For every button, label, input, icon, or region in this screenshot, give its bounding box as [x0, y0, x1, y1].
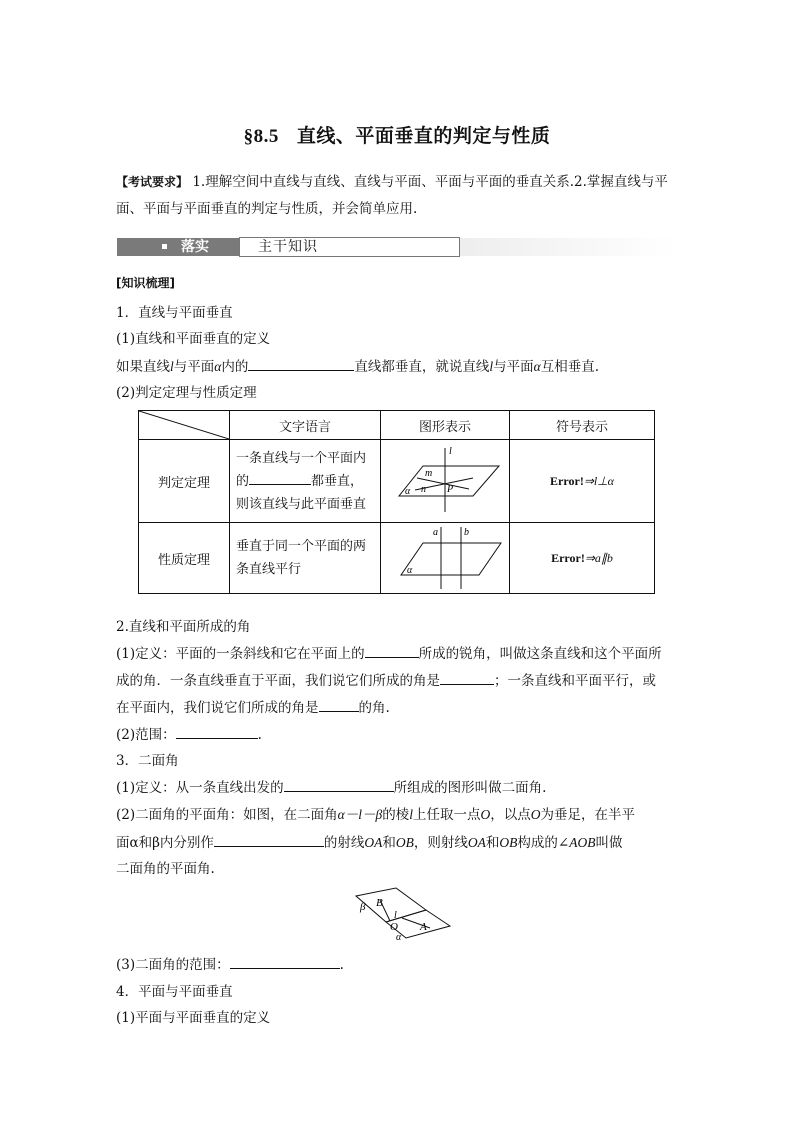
theorem-table	[138, 410, 655, 594]
page-title	[0, 121, 794, 148]
knowledge-tag: [知识梳理]	[116, 276, 175, 290]
table-row	[139, 523, 655, 594]
table-corner-cell	[139, 411, 230, 440]
text: 的角.	[358, 700, 390, 716]
label-l: l	[394, 910, 397, 921]
text: 所组成的图形叫做二面角.	[393, 780, 547, 796]
text: 和	[382, 835, 396, 851]
s4-def-title: (1)平面与平面垂直的定义	[116, 1010, 271, 1026]
text: 的棱	[382, 807, 410, 823]
text: ，以点	[490, 807, 531, 823]
s3-range	[116, 954, 344, 975]
text: 如果直线	[116, 359, 170, 375]
text: 构成的∠	[517, 835, 570, 851]
label-alpha: α	[396, 932, 402, 943]
s2-line-1	[116, 643, 662, 664]
text: 都垂直，	[311, 473, 364, 489]
error-text: Error!	[550, 473, 584, 488]
row-symbol	[510, 440, 655, 523]
fill-blank	[214, 832, 324, 847]
var-O: O	[530, 807, 541, 822]
exam-text-1: 1.理解空间中直线与直线、直线与平面、平面与平面的垂直关系.2.掌握直线与平	[192, 174, 668, 190]
var: AOB	[569, 835, 596, 850]
text: 内的	[221, 359, 249, 375]
text: 则该直线与此平面垂直	[236, 496, 367, 512]
row-name: 判定定理	[139, 440, 230, 523]
text: 一条直线与一个平面内	[236, 450, 367, 466]
fill-blank	[176, 724, 258, 739]
label-alpha: α	[405, 486, 411, 497]
text: 上任取一点	[412, 807, 481, 823]
text: 和	[485, 835, 500, 851]
var: OB	[395, 835, 414, 850]
s1-def-title: (1)直线和平面垂直的定义	[116, 331, 271, 347]
banner-dark-label: 落实	[181, 239, 209, 255]
s4-heading: 4．平面与平面垂直	[116, 984, 233, 1000]
row-figure	[381, 440, 510, 523]
row-text	[230, 440, 381, 523]
text: 的	[236, 473, 250, 489]
error-text: Error!	[551, 550, 585, 565]
symbol-expression: ⇒l⊥α	[583, 473, 614, 488]
s3-line-4: 二面角的平面角.	[116, 861, 215, 877]
label-P: P	[447, 484, 454, 495]
label-O: O	[390, 921, 398, 933]
fill-blank	[230, 954, 340, 969]
symbol-expression: ⇒a∥b	[584, 550, 613, 565]
var-l: l	[489, 359, 494, 374]
header-symbol: 符号表示	[510, 411, 655, 440]
row-symbol	[510, 523, 655, 594]
banner-light-label: 主干知识	[258, 239, 318, 255]
line-perpendicular-plane-figure	[381, 440, 509, 522]
text: 在平面内，我们说它们所成的角是	[116, 700, 319, 716]
text: (2)二面角的平面角：如图，在二面角	[116, 807, 338, 823]
label-l: l	[449, 446, 452, 457]
fill-blank	[319, 697, 359, 712]
banner-light-block	[239, 237, 460, 257]
diagonal-line	[139, 411, 229, 439]
s2-range	[116, 724, 262, 745]
label-B: B	[376, 897, 383, 909]
fill-blank	[365, 643, 419, 658]
text: ；一条直线和平面平行，或	[494, 673, 656, 689]
text: 垂直于同一个平面的两	[236, 539, 367, 554]
var-O: O	[480, 807, 491, 822]
fill-blank	[284, 777, 394, 792]
var-alpha: α	[214, 359, 222, 374]
fill-blank	[248, 356, 354, 371]
text: ，则射线	[413, 835, 468, 851]
section-banner	[117, 236, 677, 258]
s3-line-2	[116, 805, 635, 825]
label-a: a	[433, 527, 438, 538]
label-b: b	[464, 527, 469, 538]
label-n: n	[421, 484, 426, 495]
expr: α－l－β	[337, 807, 383, 822]
var-l: l	[170, 359, 174, 374]
row-name: 性质定理	[139, 523, 230, 594]
text: (1)定义：平面的一条斜线和它在平面上的	[116, 646, 365, 662]
text: 直线都垂直，就说直线	[354, 359, 490, 375]
s3-heading: 3．二面角	[116, 753, 179, 769]
text: .	[339, 957, 344, 973]
exam-requirements-line-2: 面、平面与平面垂直的判定与性质，并会简单应用.	[116, 201, 418, 217]
text: 条直线平行	[236, 562, 302, 577]
s2-line-2	[116, 670, 656, 691]
var: OB	[499, 835, 518, 850]
bullet-square-icon	[162, 244, 167, 249]
label-alpha: α	[407, 565, 413, 576]
header-text-lang: 文字语言	[230, 411, 381, 440]
var: OA	[364, 835, 383, 850]
text: 成的角．一条直线垂直于平面，我们说它们所成的角是	[116, 673, 440, 689]
parallel-lines-plane-figure	[381, 523, 509, 593]
row-figure	[381, 523, 510, 594]
s2-heading: 2.直线和平面所成的角	[116, 619, 251, 635]
label-m: m	[425, 468, 433, 479]
text: 的射线	[323, 835, 365, 851]
table-row	[139, 440, 655, 523]
row-text	[230, 523, 381, 594]
text: 面α和β内分别作	[116, 835, 214, 851]
text: 叫做	[595, 835, 623, 851]
header-figure: 图形表示	[381, 411, 510, 440]
s3-line-3	[116, 832, 622, 853]
s1-heading: 1．直线与平面垂直	[116, 305, 233, 321]
s3-line-1	[116, 777, 546, 798]
text: 互相垂直.	[540, 359, 600, 375]
section-title: 直线、平面垂直的判定与性质	[296, 125, 551, 147]
dihedral-angle-figure	[346, 886, 458, 946]
fill-blank	[440, 670, 494, 685]
var-alpha: α	[533, 359, 541, 374]
var-l: l	[409, 807, 413, 822]
exam-tag: 【考试要求】	[116, 175, 189, 189]
s1-definition	[116, 356, 599, 377]
text: (3)二面角的范围：	[116, 957, 230, 973]
section-number: §8.5	[243, 126, 279, 147]
banner-dark-block	[117, 238, 239, 256]
text: 为垂足，在半平	[540, 807, 635, 823]
text: (1)定义：从一条直线出发的	[116, 780, 284, 796]
text: 所成的锐角，叫做这条直线和这个平面所	[418, 646, 662, 662]
text: (2)范围：	[116, 727, 176, 743]
text: 与平面	[493, 359, 534, 375]
s2-line-3	[116, 697, 390, 718]
var: OA	[467, 835, 486, 850]
label-A: A	[420, 921, 427, 933]
s1-theorem-title: (2)判定定理与性质定理	[116, 385, 257, 401]
exam-requirements-line-1	[116, 172, 668, 192]
fill-blank	[249, 470, 311, 485]
text: 与平面	[173, 359, 215, 375]
text: .	[257, 727, 262, 743]
label-beta: β	[360, 901, 366, 913]
